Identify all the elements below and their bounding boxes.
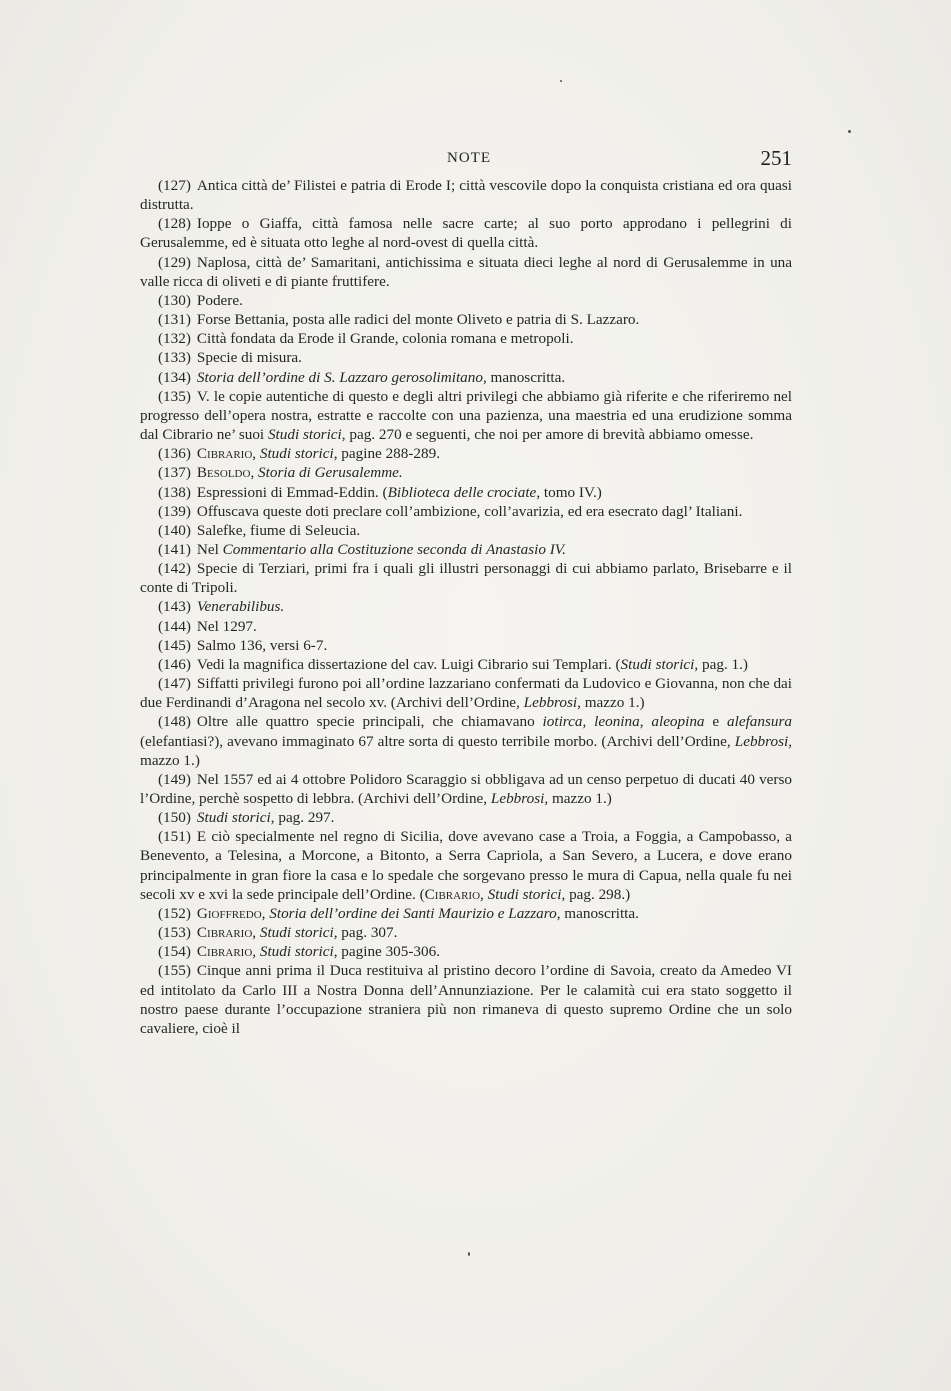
footnote — [140, 636, 792, 655]
footnote-author-name: Cibrario — [196, 943, 253, 961]
footnote-text: V. le copie autentiche di questo e degli altri privilegi che abbiamo già riferite e che riferiremo nel progresso dell’opera nostra, estratte e raccolte con una pazienza, una maestria ed una erudizione somma dal Cibrario ne’ suoi — [140, 387, 792, 444]
footnote — [140, 674, 792, 712]
footnote-number: (136) — [158, 445, 191, 463]
footnote — [140, 942, 792, 961]
footnote-text: Vedi la magnifica dissertazione del cav. Luigi Cibrario sui Templari. ( — [196, 655, 621, 673]
footnote-text: Forse Bettania, posta alle radici del monte Oliveto e patria di S. Lazzaro. — [196, 311, 640, 329]
footnote-text: , mazzo 1.) — [577, 694, 645, 712]
page-number: 251 — [760, 146, 792, 170]
footnote-author-name: Cibrario — [196, 445, 253, 463]
footnote — [140, 483, 792, 502]
footnote-number: (154) — [158, 943, 191, 961]
footnote-number: (142) — [158, 560, 191, 578]
footnote-text: Salmo 136, versi 6-7. — [196, 636, 328, 654]
footnote-text: , pag. 270 e seguenti, che noi per amore di brevità abbiamo omesse. — [341, 426, 754, 444]
footnote-italic-text: Studi storici — [259, 943, 334, 961]
footnote-text: , — [582, 713, 595, 731]
footnote — [140, 597, 792, 616]
footnote-number: (127) — [158, 177, 191, 194]
footnote-number: (139) — [158, 502, 191, 520]
footnote-text: , — [252, 943, 260, 961]
footnote-text: Nel 1557 ed ai 4 ottobre Polidoro Scaraggio si obbligava ad un censo perpetuo di ducati 40 verso l’Ordine, perchè sospetto di lebbra. (Archivi dell’Ordine, — [140, 770, 792, 807]
footnote-text: , pagine 305-306. — [333, 943, 440, 961]
footnote-text: , — [480, 885, 488, 903]
footnote — [140, 655, 792, 674]
footnote-italic-text: Studi storici — [620, 655, 695, 673]
footnote-number: (145) — [158, 636, 191, 654]
footnote-author-name: Besoldo — [196, 464, 251, 482]
footnote-italic-text: aleopina — [651, 713, 705, 731]
footnote-text: (elefantiasi?), avevano immaginato 67 altre sorta di questo terribile morbo. (Archivi dell’Ordine, — [140, 732, 735, 750]
footnote — [140, 444, 792, 463]
footnote-italic-text: Storia dell’ordine dei Santi Maurizio e Lazzaro — [269, 904, 557, 922]
footnote-text: , mazzo 1.) — [544, 790, 612, 807]
footnote-text: , — [261, 904, 270, 922]
footnote-text: , pag. 1.) — [694, 655, 748, 673]
footnote-text: , — [250, 464, 259, 482]
paper-speck — [560, 80, 562, 82]
footnote-number: (131) — [158, 311, 191, 329]
footnote-italic-text: Lebbrosi — [734, 732, 789, 750]
footnote-number: (134) — [158, 368, 191, 386]
footnote-italic-text: leonina — [594, 713, 640, 731]
footnote-text: Offuscava queste doti preclare coll’ambizione, coll’avarizia, ed era esecrato dagl’ Italiani. — [196, 502, 743, 520]
footnote-number: (135) — [158, 387, 191, 405]
footnote-text: Salefke, fiume di Seleucia. — [196, 521, 361, 539]
footnote-number: (155) — [158, 962, 191, 980]
footnote-italic-text: iotirca — [542, 713, 583, 731]
footnote — [140, 540, 792, 559]
footnote-author-name: Cibrario — [196, 924, 253, 942]
footnotes-list — [140, 176, 792, 1038]
footnote-text: , pag. 307. — [333, 924, 398, 942]
footnote-text: Oltre alle quattro specie principali, che chiamavano — [196, 713, 543, 731]
footnote-text: Nel — [196, 540, 223, 558]
footnote-text: , — [252, 445, 260, 463]
footnote-italic-text: Studi storici — [259, 924, 334, 942]
footnote-text: , mazzo 1.) — [140, 732, 792, 769]
footnote — [140, 387, 792, 444]
footnote-text: Naplosa, città de’ Samaritani, antichissima e situata dieci leghe al nord di Gerusalemme in una valle ricca di oliveti e di piante fruttifere. — [140, 253, 792, 290]
footnote-text: , — [252, 924, 260, 942]
footnote-author-name: Cibrario — [424, 885, 481, 903]
footnote-italic-text: Studi storici — [196, 809, 271, 827]
footnote-text: e — [704, 713, 728, 731]
footnote — [140, 827, 792, 904]
footnote-italic-text: alefansura — [727, 713, 792, 731]
footnote — [140, 348, 792, 367]
footnote-italic-text: Venerabilibus. — [196, 598, 285, 616]
running-head: NOTE — [447, 150, 491, 166]
footnote-number: (151) — [158, 828, 191, 846]
footnote-text: , tomo IV.) — [536, 483, 602, 501]
footnote-text: Antica città de’ Filistei e patria di Erode I; città vescovile dopo la conquista cristiana ed ora quasi distrutta. — [140, 177, 792, 214]
footnote-text: Città fondata da Erode il Grande, colonia romana e metropoli. — [196, 330, 574, 348]
footnote — [140, 961, 792, 1038]
footnote — [140, 176, 792, 214]
footnote-italic-text: Storia di Gerusalemme. — [258, 464, 403, 482]
paper-speck — [468, 1252, 470, 1256]
footnote-text: Espressioni di Emmad-Eddin. ( — [196, 483, 388, 501]
footnote-italic-text: Biblioteca delle crociate — [387, 483, 537, 501]
footnote-text: Cinque anni prima il Duca restituiva al pristino decoro l’ordine di Savoia, creato da Amedeo VI ed intitolato da Carlo III a Nostra Donna dell’Annunziazione. Per le calamità cui era stato soggetto il nostro paese durante l’occupazione straniera più non rimaneva di questo supremo Ordine che un solo cavaliere, cioè il — [140, 962, 792, 1037]
footnote — [140, 253, 792, 291]
footnote — [140, 214, 792, 252]
footnote-italic-text: Studi storici — [487, 885, 562, 903]
footnote-italic-text: Lebbrosi — [490, 790, 545, 807]
footnote — [140, 923, 792, 942]
footnote-text: , pag. 297. — [270, 809, 335, 827]
footnote-number: (130) — [158, 291, 191, 309]
footnote-number: (152) — [158, 904, 191, 922]
footnote — [140, 712, 792, 769]
footnote-number: (137) — [158, 464, 191, 482]
footnote-number: (144) — [158, 617, 191, 635]
footnote-number: (141) — [158, 540, 191, 558]
footnote-text: Specie di misura. — [196, 349, 302, 367]
footnote — [140, 463, 792, 482]
footnote — [140, 559, 792, 597]
footnote-number: (153) — [158, 924, 191, 942]
footnote-italic-text: Studi storici — [259, 445, 334, 463]
footnote — [140, 904, 792, 923]
footnote-text: Siffatti privilegi furono poi all’ordine lazzariano confermati da Ludovico e Giovanna, non che dai due Ferdinandi d’Aragona nel secolo xv. (Archivi dell’Ordine, — [140, 675, 792, 712]
footnote-text: Nel 1297. — [196, 617, 257, 635]
footnote-number: (149) — [158, 770, 191, 788]
footnote — [140, 770, 792, 808]
footnote-number: (146) — [158, 655, 191, 673]
footnote — [140, 617, 792, 636]
footnote-number: (138) — [158, 483, 191, 501]
footnote-text: , pag. 298.) — [561, 885, 631, 903]
footnote-text: Specie di Terziari, primi fra i quali gli illustri personaggi di cui abbiamo parlato, Brisebarre e il conte di Tripoli. — [140, 560, 792, 597]
footnote — [140, 808, 792, 827]
footnote-number: (143) — [158, 598, 191, 616]
footnote-number: (150) — [158, 809, 191, 827]
footnote-text: , — [639, 713, 652, 731]
footnote-text: , manoscritta. — [556, 904, 639, 922]
footnote-text: E ciò specialmente nel regno di Sicilia, dove avevano case a Troia, a Foggia, a Campobasso, a Benevento, a Telesina, a Morcone, a Bitonto, a Serra Capriola, a San Severo, a Lucera, e dove erano principalmente in gran fiore la casa e lo spedale che sorgevano presso le mura di Capua, nella quale fu nei secoli xv e xvi la sede principale dell’Ordine. ( — [140, 828, 792, 903]
footnote-text: Ioppe o Giaffa, città famosa nelle sacre carte; al suo porto approdano i pellegrini di Gerusalemme, ed è situata otto leghe al nord-ovest di quella città. — [140, 215, 792, 252]
footnote-number: (128) — [158, 215, 191, 233]
footnote-italic-text: Lebbrosi — [523, 694, 578, 712]
footnote — [140, 368, 792, 387]
footnote — [140, 521, 792, 540]
page-header — [130, 146, 792, 172]
footnote — [140, 329, 792, 348]
footnote-text: , manoscritta. — [482, 368, 566, 386]
footnote — [140, 291, 792, 310]
footnote-italic-text: Storia dell’ordine di S. Lazzaro gerosolimitano — [196, 368, 483, 386]
footnote-text: , pagine 288-289. — [333, 445, 440, 463]
footnote-number: (132) — [158, 330, 191, 348]
footnote-italic-text: Commentario alla Costituzione seconda di Anastasio IV. — [222, 540, 566, 558]
footnote — [140, 502, 792, 521]
footnote-number: (140) — [158, 521, 191, 539]
footnote-number: (148) — [158, 713, 191, 731]
footnote-number: (147) — [158, 675, 191, 693]
paper-speck — [848, 130, 851, 133]
footnote-italic-text: Studi storici — [267, 426, 342, 444]
footnote-number: (129) — [158, 253, 191, 271]
footnote — [140, 310, 792, 329]
footnote-number: (133) — [158, 349, 191, 367]
footnote-text: Podere. — [196, 291, 243, 309]
footnote-author-name: Gioffredo — [196, 904, 262, 922]
